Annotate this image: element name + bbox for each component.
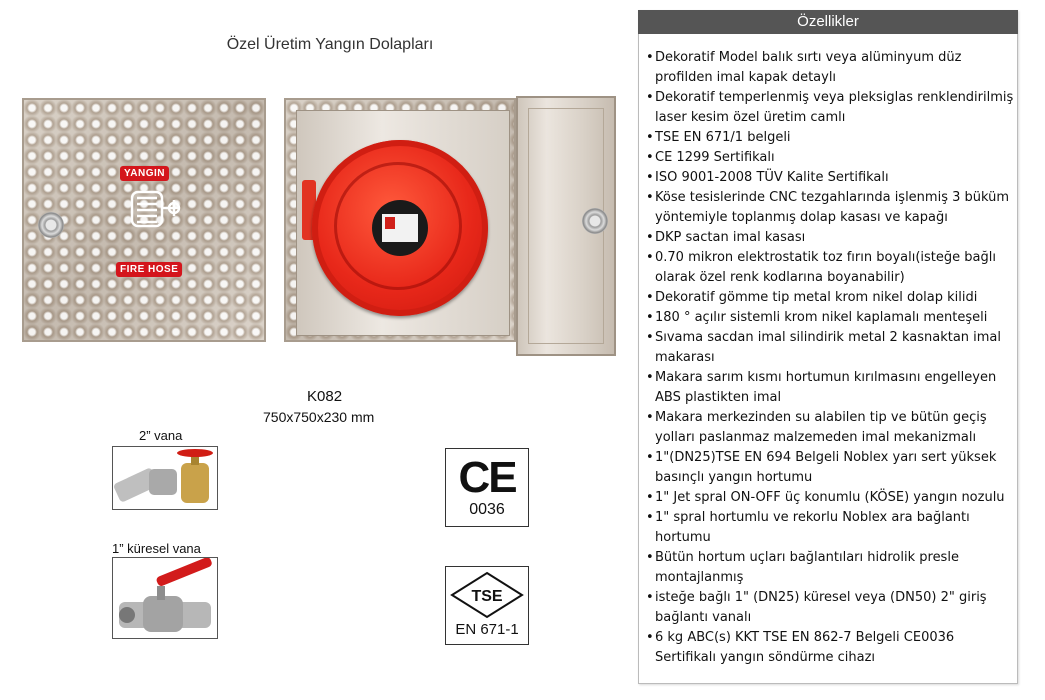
door-lock-icon [582,208,608,234]
cabinet-lock-icon [38,212,64,238]
ce-certificate [445,448,529,527]
ball-valve-icon [113,558,217,638]
gate-valve-icon [113,447,217,509]
tse-logo-text: TSE [471,588,503,605]
feature-item: • CE 1299 Sertifikalı [646,148,1016,168]
feature-item: • 0.70 mikron elektrostatik toz fırın boyalı(isteğe bağlı olarak özel renk kodlarına boyanabilir) [646,248,1016,288]
features-list [646,48,1016,668]
feature-item: • 1" spral hortumlu ve rekorlu Noblex ara bağlantı hortumu [646,508,1016,548]
tse-logo-icon [446,569,528,619]
feature-item: • Makara sarım kısmı hortumun kırılmasını engelleyen ABS plastikten imal [646,368,1016,408]
feature-item: • Bütün hortum uçları bağlantıları hidrolik presle montajlanmış [646,548,1016,588]
fire-hose-label: FIRE HOSE [116,262,182,277]
fire-hose-icon [128,190,184,230]
feature-item: • DKP sactan imal kasası [646,228,1016,248]
yangin-label: YANGIN [120,166,169,181]
feature-item: • 180 ° açılır sistemli krom nikel kaplamalı menteşeli [646,308,1016,328]
feature-item: • Dekoratif temperlenmiş veya pleksiglas renklendirilmiş laser kesim özel üretim camlı [646,88,1016,128]
features-header: Özellikler [638,10,1018,34]
hose-reel-icon [312,140,488,316]
page-title: Özel Üretim Yangın Dolapları [226,36,434,53]
feature-item: • 6 kg ABC(s) KKT TSE EN 862-7 Belgeli CE0036 Sertifikalı yangın söndürme cihazı [646,628,1016,668]
reel-hub-sticker [382,214,418,242]
model-dimensions: 750x750x230 mm [263,409,375,425]
gate-valve-image [112,446,218,510]
feature-item: • Dekoratif gömme tip metal krom nikel dolap kilidi [646,288,1016,308]
cabinet-closed-image [22,98,266,342]
feature-item: • TSE EN 671/1 belgeli [646,128,1016,148]
ce-number: 0036 [469,501,505,518]
feature-item: • isteğe bağlı 1" (DN25) küresel veya (DN50) 2" giriş bağlantı vanalı [646,588,1016,628]
tse-standard: EN 671-1 [455,621,519,638]
cabinet-door [516,96,616,356]
ball-valve-image [112,557,218,639]
tse-certificate [445,566,529,645]
feature-item: • ISO 9001-2008 TÜV Kalite Sertifikalı [646,168,1016,188]
feature-item: • Makara merkezinden su alabilen tip ve bütün geçiş yolları paslanmaz malzemeden imal mekanizmalı [646,408,1016,448]
feature-item: • 1"(DN25)TSE EN 694 Belgeli Noblex yarı sert yüksek basınçlı yangın hortumu [646,448,1016,488]
feature-item: • Köse tesislerinde CNC tezgahlarında işlenmiş 3 büküm yöntemiyle toplanmış dolap kasası ve kapağı [646,188,1016,228]
model-code: K082 [307,388,343,405]
ball-valve-caption: 1” küresel vana [112,541,201,556]
feature-item: • Sıvama sacdan imal silindirik metal 2 kasnaktan imal makarası [646,328,1016,368]
ce-mark: CE [458,453,516,502]
gate-valve-caption: 2” vana [139,428,183,443]
reel-hub [372,200,428,256]
feature-item: • Dekoratif Model balık sırtı veya alüminyum düz profilden imal kapak detaylı [646,48,1016,88]
feature-item: • 1" Jet spral ON-OFF üç konumlu (KÖSE) yangın nozulu [646,488,1016,508]
